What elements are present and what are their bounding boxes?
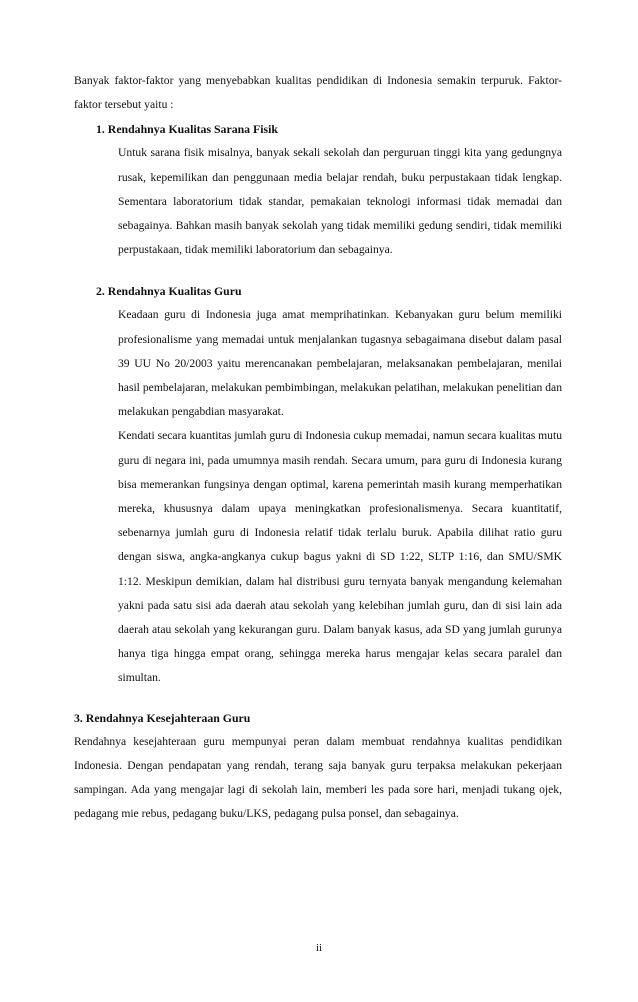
intro-paragraph: Banyak faktor-faktor yang menyebabkan kualitas pendidikan di Indonesia semakin terpuruk. Faktor-faktor tersebut yaitu :: [74, 74, 562, 112]
section-3-paragraph: Rendahnya kesejahteraan guru mempunyai peran dalam membuat rendahnya kualitas pendidikan Indonesia. Dengan pendapatan yang rendah, terang saja banyak guru terpaksa melakukan pekerjaan sampingan. Ada yang mengajar lagi di sekolah lain, memberi les pada sore hari, menjadi tukang ojek, pedagang mie rebus, pedagang buku/LKS, pedagang pulsa ponsel, dan sebagainya.: [74, 734, 562, 821]
page-number: ii: [315, 942, 323, 954]
section-2-paragraph-1: Keadaan guru di Indonesia juga amat memprihatinkan. Kebanyakan guru belum memiliki profesionalisme yang memadai untuk menjalankan tugasnya sebagaimana disebut dalam pasal 39 UU No 20/2003 yaitu merencanakan pembelajaran, melaksanakan pembelajaran, menilai hasil pembelajaran, melakukan pembimbingan, melakukan pelatihan, melakukan penelitian dan melakukan pengabdian masyarakat.: [118, 308, 562, 419]
section-2-heading: 2. Rendahnya Kualitas Guru: [96, 284, 242, 299]
section-3-heading: 3. Rendahnya Kesejahteraan Guru: [74, 710, 251, 725]
section-1-paragraph: Untuk sarana fisik misalnya, banyak sekali sekolah dan perguruan tinggi kita yang gedungnya rusak, kepemilikan dan penggunaan media belajar rendah, buku perpustakaan tidak lengkap. Sementara laboratorium tidak standar, pemakaian teknologi informasi tidak memadai dan sebagainya. Bahkan masih banyak sekolah yang tidak memiliki gedung sendiri, tidak memiliki perpustakaan, tidak memiliki laboratorium dan sebagainya.: [118, 146, 562, 257]
section-1-heading: 1. Rendahnya Kualitas Sarana Fisik: [96, 122, 278, 137]
section-2-paragraph-2: Kendati secara kuantitas jumlah guru di Indonesia cukup memadai, namun secara kualitas mutu guru di negara ini, pada umumnya masih rendah. Secara umum, para guru di Indonesia kurang bisa memerankan fungsinya dengan optimal, karena pemerintah masih kurang memperhatikan mereka, khususnya dalam upaya meningkatkan profesionalismenya. Secara kuantitatif, sebenarnya jumlah guru di Indonesia relatif tidak terlalu buruk. Apabila dilihat ratio guru dengan siswa, angka-angkanya cukup bagus yakni di SD 1:22, SLTP 1:16, dan SMU/SMK 1:12. Meskipun demikian, dalam hal distribusi guru ternyata banyak mengandung kelemahan yakni pada satu sisi ada daerah atau sekolah yang kelebihan jumlah guru, dan di sisi lain ada daerah atau sekolah yang kekurangan guru. Dalam banyak kasus, ada SD yang jumlah gurunya hanya tiga hingga empat orang, sehingga mereka harus mengajar kelas secara paralel dan simultan.: [118, 429, 562, 685]
